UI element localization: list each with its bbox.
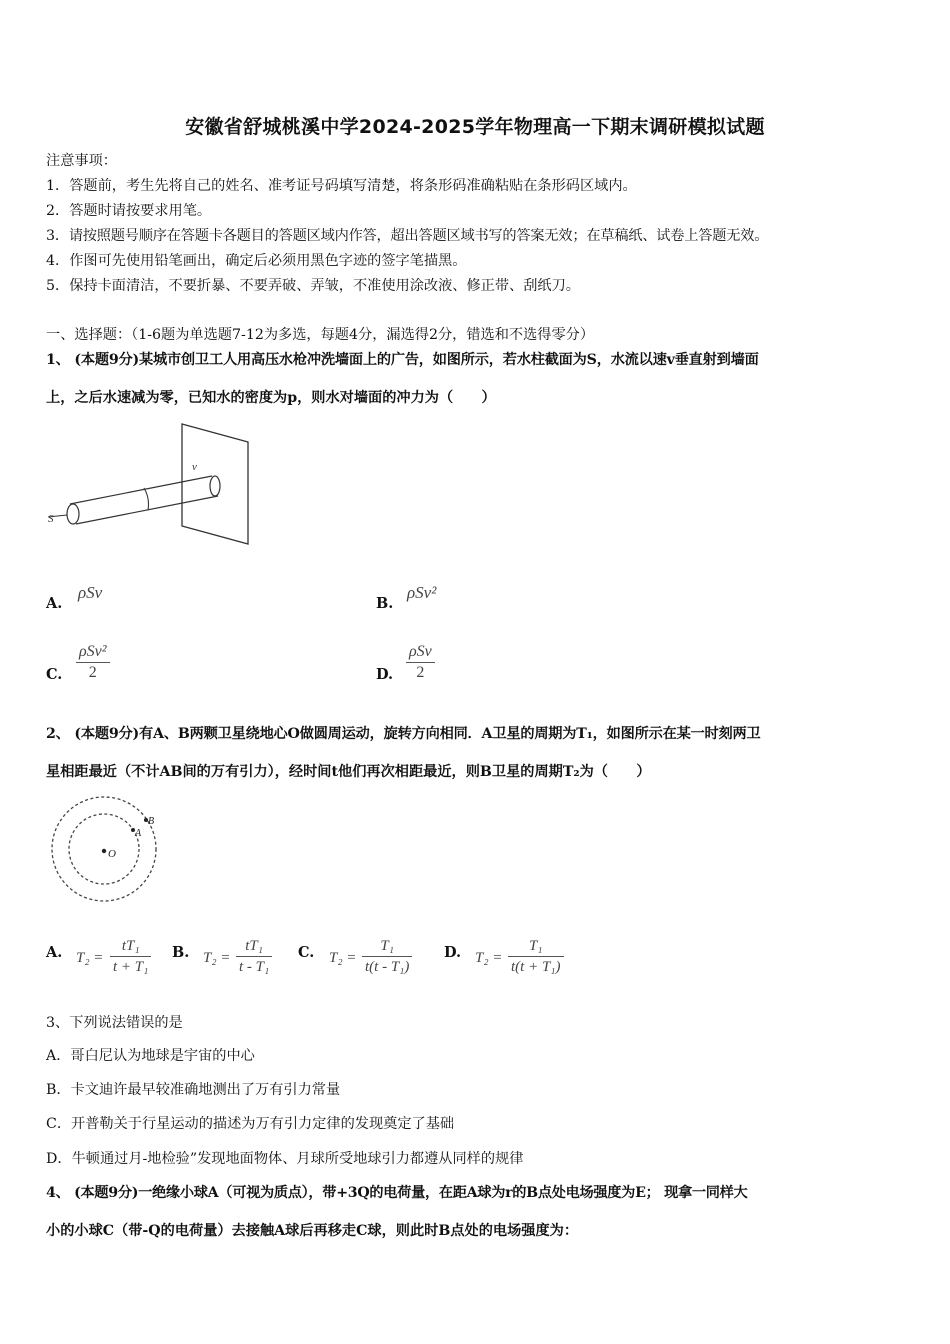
q3-stem: 3、下列说法错误的是 <box>46 1015 183 1031</box>
q1-option-d-numerator: ρSv <box>406 642 435 663</box>
q1-option-d-label: D. <box>376 666 394 683</box>
q3-option-d: D．牛顿通过月-地检验”发现地面物体、月球所受地球引力都遵从同样的规律 <box>46 1151 524 1167</box>
q2-option-b-denominator: t - T₁ <box>239 959 270 975</box>
notice-item: 5．保持卡面清洁，不要折暴、不要弄破、弄皱，不准使用涂改液、修正带、刮纸刀。 <box>46 278 580 294</box>
label-s: S <box>48 513 54 525</box>
q1-option-c-denominator: 2 <box>88 664 97 681</box>
q2-option-c-numerator: T₁ <box>362 936 412 957</box>
q1-option-a-label: A. <box>46 595 63 612</box>
notice-item: 1．答题前，考生先将自己的姓名、准考证号码填写清楚，将条形码准确粘贴在条形码区域内。 <box>46 178 637 194</box>
q1-option-b-expr: ρSv² <box>407 583 437 602</box>
q2-option-b-lhs: T₂ = <box>203 950 231 966</box>
q2-option-b-label: B. <box>172 944 190 961</box>
q3-option-a: A．哥白尼认为地球是宇宙的中心 <box>46 1048 255 1064</box>
q1-option-b-label: B. <box>376 595 394 612</box>
q1-option-d-denominator: 2 <box>416 664 425 681</box>
notice-item: 4．作图可先使用铅笔画出，确定后必须用黑色字迹的签字笔描黑。 <box>46 253 467 269</box>
q2-option-a-numerator: tT₁ <box>110 936 151 957</box>
page-title: 安徽省舒城桃溪中学2024-2025学年物理高一下期末调研模拟试题 <box>185 116 765 138</box>
q2-option-b-numerator: tT₁ <box>236 936 272 957</box>
notice-item: 2．答题时请按要求用笔。 <box>46 203 212 219</box>
q2-option-d-lhs: T₂ = <box>475 950 503 966</box>
q2-option-c-denominator: t(t - T₁) <box>365 959 410 975</box>
q3-option-b: B．卡文迪许最早较准确地测出了万有引力常量 <box>46 1082 341 1098</box>
label-v: v <box>192 461 197 473</box>
q2-orbit-figure <box>44 792 162 904</box>
q1-stem-line1: 1、 (本题9分)某城市创卫工人用高压水枪冲洗墙面上的广告，如图所示，若水柱截面为S，水流以速v垂直射到墙面 <box>46 352 759 368</box>
q1-option-d-fraction <box>406 642 435 683</box>
q1-option-c-label: C. <box>46 666 63 683</box>
q2-option-c-label: C. <box>298 944 315 961</box>
q2-option-a-label: A. <box>46 944 63 961</box>
notice-heading: 注意事项： <box>46 153 117 169</box>
q2-option-d-label: D. <box>444 944 462 961</box>
q2-stem-line2: 星相距最近（不计AB间的万有引力），经时间t他们再次相距最近，则B卫星的周期T₂为（ ） <box>46 764 651 780</box>
q1-option-a-expr: ρSv <box>78 583 103 602</box>
q2-option-c-lhs: T₂ = <box>329 950 357 966</box>
q2-stem-line1: 2、 (本题9分)有A、B两颗卫星绕地心O做圆周运动，旋转方向相同．A卫星的周期为T₁，如图所示在某一时刻两卫 <box>46 726 761 742</box>
q1-stem-line2: 上，之后水速减为零，已知水的密度为p，则水对墙面的冲力为（ ） <box>46 390 496 406</box>
q2-option-d-numerator: T₁ <box>508 936 564 957</box>
q2-option-a-denominator: t + T₁ <box>113 959 149 975</box>
q4-stem-line1: 4、 (本题9分)一绝缘小球A（可视为质点），带+3Q的电荷量，在距A球为r的B点处电场强度为E； 现拿一同样大 <box>46 1185 748 1201</box>
label-o: O <box>108 848 116 860</box>
q2-option-b-fraction <box>236 936 272 977</box>
notice-item: 3．请按照题号顺序在答题卡各题目的答题区域内作答，超出答题区域书写的答案无效；在草稿纸、试卷上答题无效。 <box>46 228 769 244</box>
label-b: B <box>148 816 155 827</box>
q3-option-c: C．开普勒关于行星运动的描述为万有引力定律的发现奠定了基础 <box>46 1116 455 1132</box>
q2-option-d-denominator: t(t + T₁) <box>511 959 561 975</box>
q2-option-a-fraction <box>110 936 151 977</box>
q2-option-a-lhs: T₂ = <box>76 950 104 966</box>
q1-water-gun-figure <box>40 418 280 548</box>
q4-stem-line2: 小的小球C（带-Q的电荷量）去接触A球后再移走C球，则此时B点处的电场强度为： <box>46 1223 579 1239</box>
q2-option-c-fraction <box>362 936 412 977</box>
section-heading: 一、选择题：（1-6题为单选题7-12为多选，每题4分，漏选得2分，错选和不选得零分） <box>46 327 595 343</box>
q1-option-c-fraction <box>76 642 110 683</box>
q2-option-d-fraction <box>508 936 564 977</box>
label-a: A <box>135 828 142 839</box>
q1-option-c-numerator: ρSv² <box>76 642 110 663</box>
